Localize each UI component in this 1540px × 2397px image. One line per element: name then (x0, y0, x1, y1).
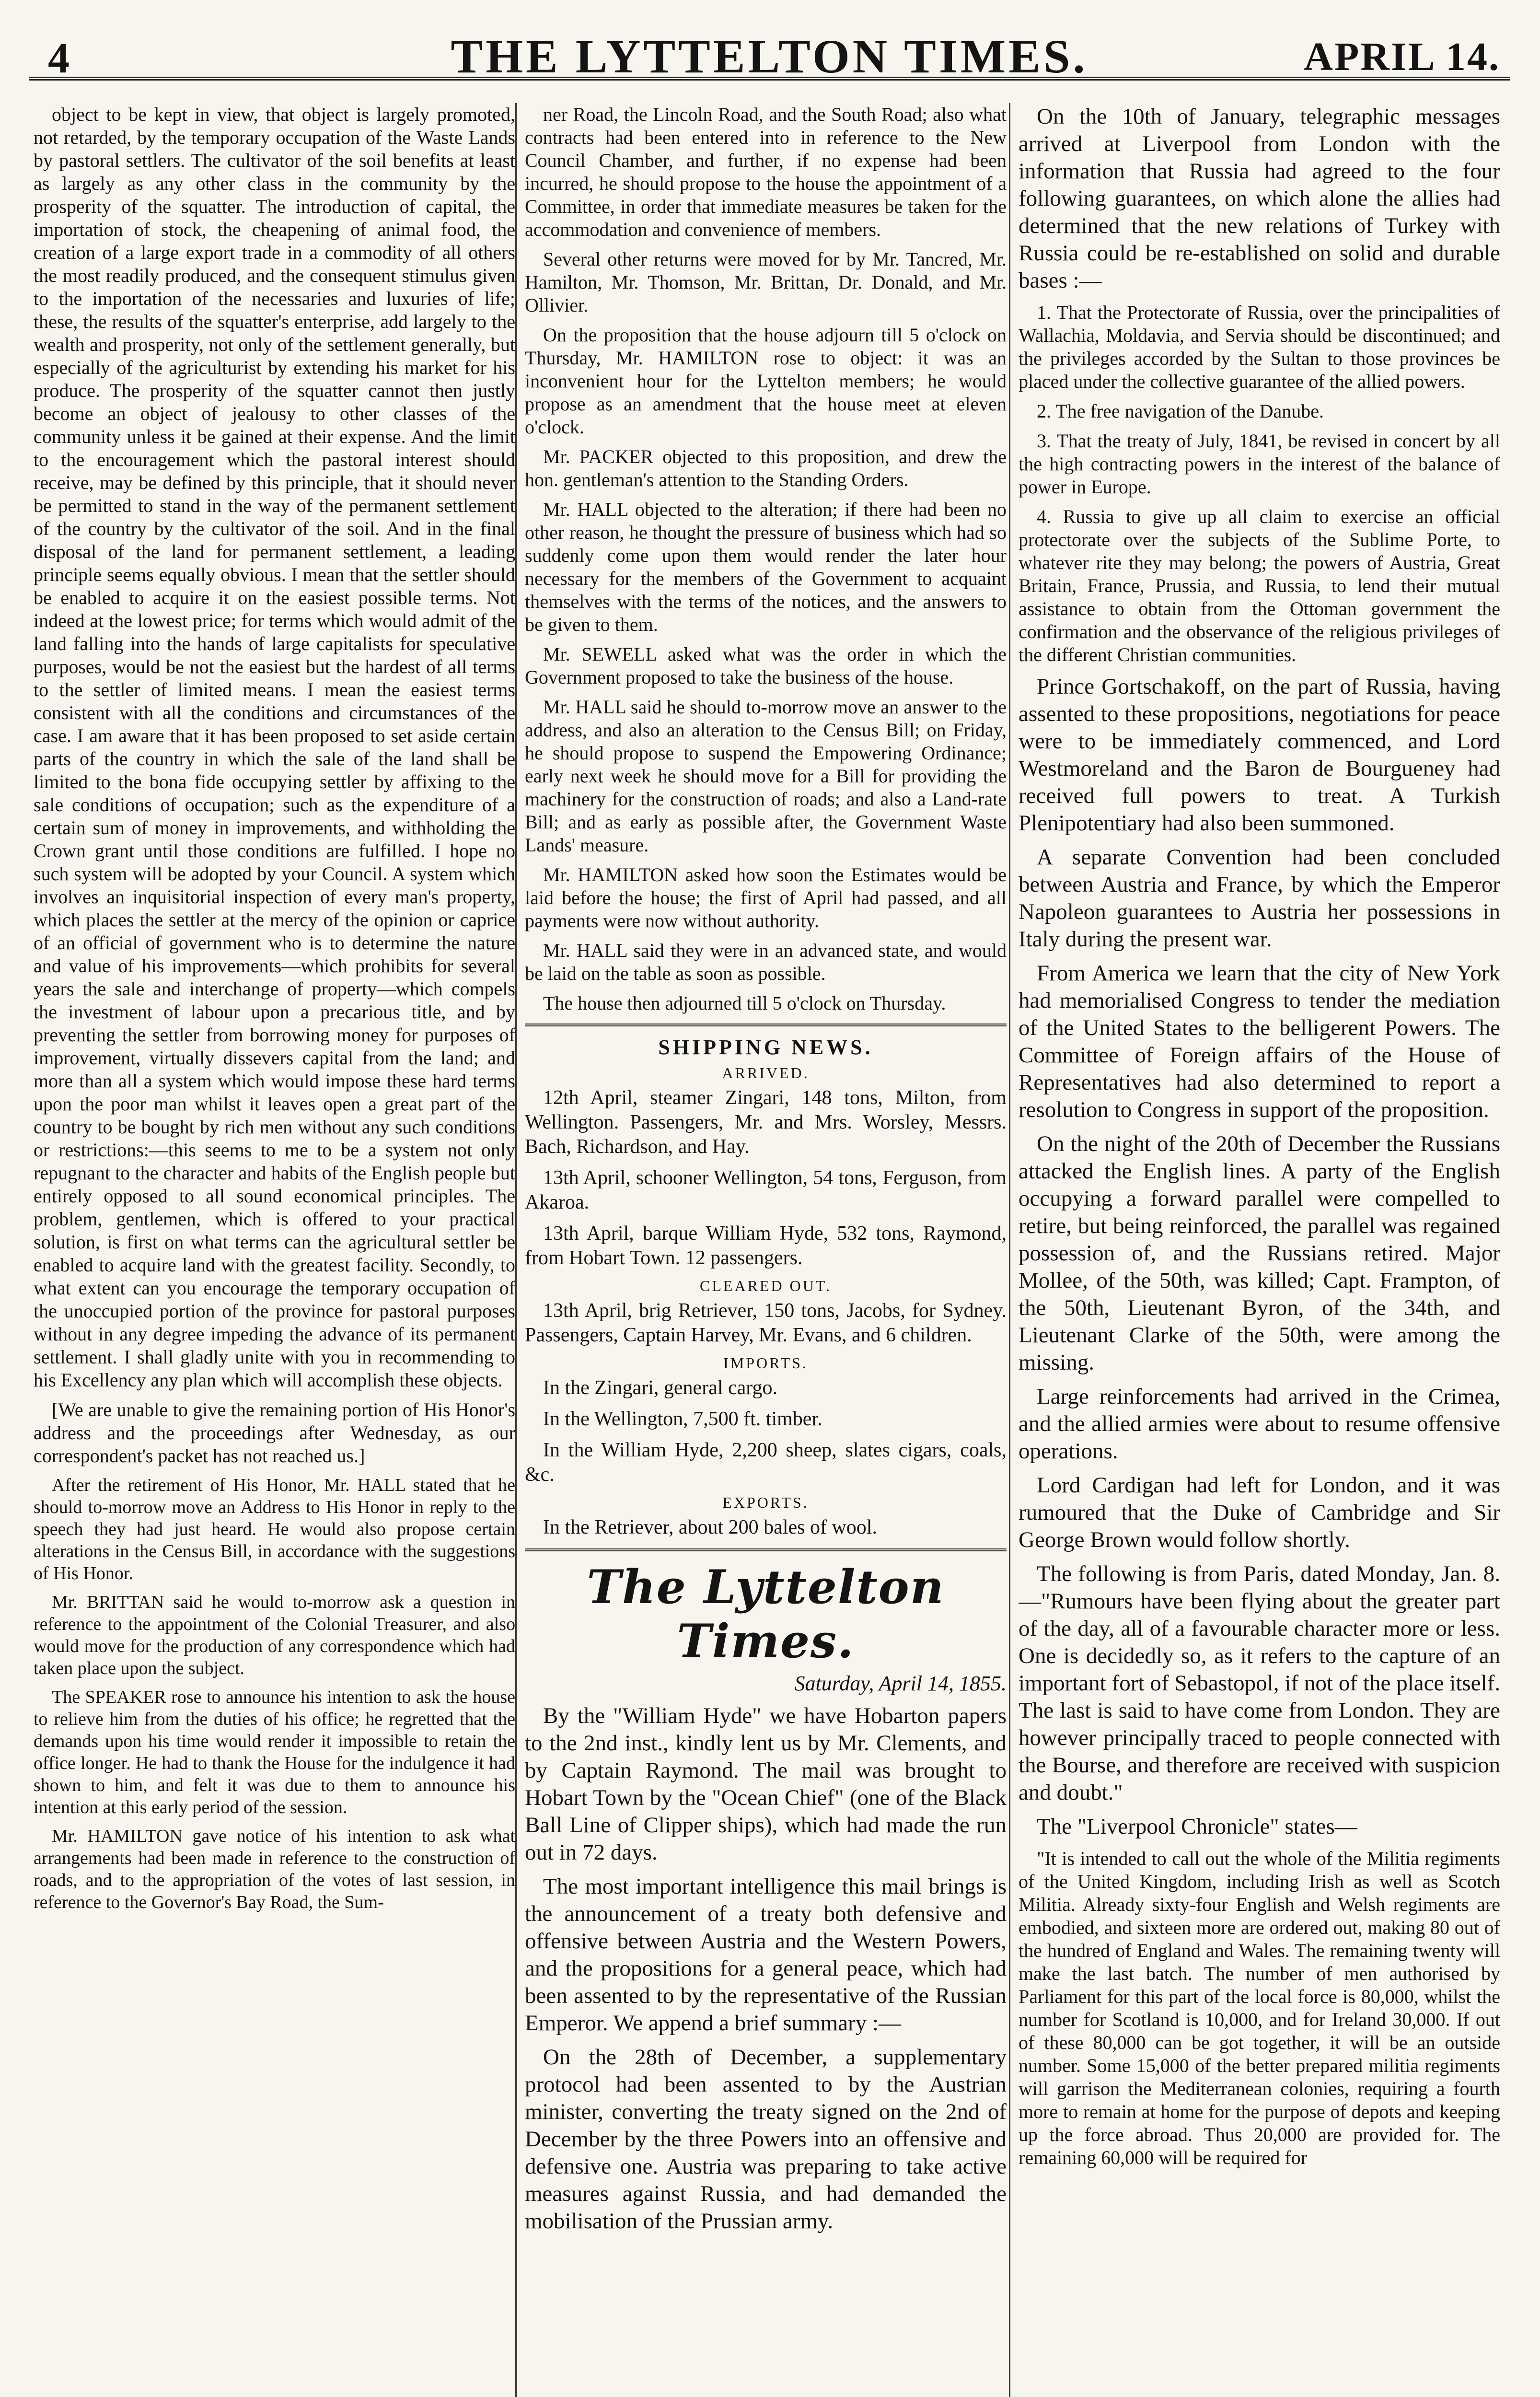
column-1 (34, 103, 515, 2397)
article-paragraph: Mr. HALL said he should to-morrow move an answer to the address, and also an alteration to the Census Bill; on Friday, he should propose to suspend the Empowering Ordinance; early next week he should move for a Bill for providing the machinery for the construction of roads; and also a Land-rate Bill; and as early as possible after, the Government Waste Lands' measure. (525, 696, 1007, 856)
article-paragraph: On the 10th of January, telegraphic messages arrived at Liverpool from London with the information that Russia had agreed to the four following guarantees, on which alone the allies had determined that the new relations of Turkey with Russia could be re-established on solid and durable bases :— (1019, 104, 1500, 293)
article-paragraph: On the night of the 20th of December the Russians attacked the English lines. A party of the English occupying a forward parallel were compelled to retire, but being reinforced, the parallel was regained possession of, and the Russians retired. Major Mollee, of the 50th, was killed; Capt. Frampton, of the 50th, Lieutenant Byron, of the 34th, and Lieutenant Clarke of the 50th, were among the missing. (1019, 1131, 1500, 1375)
arrival-entry: 12th April, steamer Zingari, 148 tons, Milton, from Wellington. Passengers, Mr. and Mrs. Worsley, Messrs. Bach, Richardson, and Hay. (525, 1087, 1007, 1158)
leader-paragraph: By the "William Hyde" we have Hobarton papers to the 2nd inst., kindly lent us by Mr. Clements, and by Captain Raymond. The mail was brought to Hobart Town by the "Ocean Chief" (one of the Black Ball Line of Clipper ships), which had made the run out in 72 days. (525, 1703, 1007, 1865)
article-paragraph: Mr. SEWELL asked what was the order in which the Government proposed to take the business of the house. (525, 643, 1007, 688)
column-2 (525, 103, 1007, 2397)
article-paragraph: A separate Convention had been concluded between Austria and France, by which the Emperor Napoleon guarantees to Austria her possessions in Italy during the present war. (1019, 845, 1500, 952)
guarantee-item: 2. The free navigation of the Danube. (1037, 400, 1324, 422)
article-paragraph: From America we learn that the city of New York had memorialised Congress to tender the mediation of the United States to the belligerent Powers. The Committee of Foreign affairs of the House of Representatives had also determined to report a resolution to Congress in support of the proposition. (1019, 961, 1500, 1122)
article-paragraph: ner Road, the Lincoln Road, and the South Road; also what contracts had been entered into in reference to the New Council Chamber, and further, if no expense had been incurred, he should propose to the house the appointment of a Committee, in order that immediate measures be taken for the accommodation and convenience of members. (525, 104, 1007, 240)
article-paragraph: Prince Gortschakoff, on the part of Russia, having assented to these propositions, negotiations for peace were to be immediately commenced, and Lord Westmoreland and the Baron de Bourgueney had received full powers to treat. A Turkish Plenipotentiary had also been summoned. (1019, 674, 1500, 836)
page-number: 4 (48, 35, 69, 82)
article-paragraph: The SPEAKER rose to announce his intention to ask the house to relieve him from the duties of his office; he regretted that the demands upon his time would render it impossible to retain the office longer. He had to thank the House for the indulgence it had shown to him, and felt it was due to them to announce his intention at this early period of the session. (34, 1687, 515, 1817)
newspaper-title: THE LYTTELTON TIMES. (451, 30, 1088, 83)
guarantees-list (1019, 301, 1500, 666)
quoted-paragraph: "It is intended to call out the whole of the Militia regiments of the United Kingdom, including Irish as well as Scotch Militia. Already sixty-four English and Welsh regiments are embodied, and sixteen more are ordered out, making 80 out of the hundred of England and Wales. The remaining twenty will make the last batch. The number of men authorised by Parliament for this part of the local force is 80,000, whilst the number for Scotland is 10,000, and for Ireland 30,000. If out of these 80,000 can be got together, it will be an outside number. Some 15,000 of the better prepared militia regiments will garrison the Mediterranean colonies, requiring a fourth more to remain at home for the purpose of depots and keeping up the force abroad. Thus 20,000 are provided for. The remaining 60,000 will be required for (1019, 1848, 1500, 2168)
section-rule (525, 1024, 1007, 1026)
arrival-entry: 13th April, barque William Hyde, 532 tons, Raymond, from Hobart Town. 12 passengers. (525, 1222, 1007, 1269)
article-paragraph: Mr. HAMILTON gave notice of his intention to ask what arrangements had been made in reference to the construction of roads, and to the appropriation of the votes of last session, in reference to the Governor's Bay Road, the Sum- (34, 1826, 515, 1912)
article-paragraph: Large reinforcements had arrived in the Crimea, and the allied armies were about to resume offensive operations. (1019, 1384, 1500, 1464)
article-paragraph: Mr. HALL said they were in an advanced state, and would be laid on the table as soon as possible. (525, 940, 1007, 984)
arrived-label: ARRIVED. (722, 1064, 810, 1082)
article-paragraph: On the proposition that the house adjourn till 5 o'clock on Thursday, Mr. HAMILTON rose to object: it was an inconvenient hour for the Lyttelton members; he would propose as an amendment that the house meet at eleven o'clock. (525, 324, 1007, 438)
exports-label: EXPORTS. (722, 1494, 809, 1511)
masthead (29, 14, 1510, 81)
issue-date: APRIL 14. (1304, 35, 1500, 79)
export-entry: In the Retriever, about 200 bales of wool. (543, 1516, 877, 1538)
article-paragraph: Mr. HALL objected to the alteration; if there had been no other reason, he thought the pressure of business which had so suddenly come upon them would render the later hour necessary for the members of the Government to acquaint themselves with the terms of the notices, and the answers to be given to them. (525, 499, 1007, 635)
leader-title: The Lyttelton Times. (587, 1560, 945, 1668)
imports-label: IMPORTS. (723, 1354, 808, 1372)
leader-dateline: Saturday, April 14, 1855. (794, 1672, 1007, 1695)
editor-note: [We are unable to give the remaining portion of His Honor's address and the proceedings after Wednesday, as our correspondent's packet has not reached us.] (34, 1399, 515, 1466)
article-paragraph: The "Liverpool Chronicle" states— (1037, 1814, 1357, 1839)
article-paragraph: Several other returns were moved for by Mr. Tancred, Mr. Hamilton, Mr. Thomson, Mr. Brittan, Dr. Donald, and Mr. Ollivier. (525, 248, 1007, 316)
column-rule (1009, 103, 1010, 2397)
import-entry: In the Wellington, 7,500 ft. timber. (543, 1408, 822, 1430)
article-paragraph: The house then adjourned till 5 o'clock on Thursday. (543, 992, 946, 1014)
article-paragraph: The following is from Paris, dated Monday, Jan. 8.—"Rumours have been flying about the greater part of the day, all of a favourable character more or less. One is decidedly so, as it refers to the capture of an important fort of Sebastopol, if not of the place itself. The last is said to have come from London. They are however principally traced to people connected with the Bourse, and therefore are received with suspicion and doubt." (1019, 1561, 1500, 1805)
leader-paragraph: On the 28th of December, a supplementary protocol had been assented to by the Austrian minister, converting the treaty signed on the 2nd of December by the three Powers into an offensive and defensive one. Austria was preparing to take active measures against Russia, and had demanded the mobilisation of the Prussian army. (525, 2045, 1007, 2234)
shipping-news (525, 1035, 1007, 1540)
section-rule (525, 1548, 1007, 1551)
guarantee-item: 4. Russia to give up all claim to exercise an official protectorate over the subjects of the Sublime Porte, to whatever rite they may belong; the powers of Austria, Great Britain, France, Prussia, and Russia, to lend their mutual assistance to obtain from the Ottoman government the confirmation and the observance of the religious privileges of the different Christian communities. (1019, 506, 1500, 665)
column-3 (1019, 103, 1500, 2397)
column-rule (515, 103, 517, 2397)
cleared-entry: 13th April, brig Retriever, 150 tons, Jacobs, for Sydney. Passengers, Captain Harvey, Mr. Evans, and 6 children. (525, 1300, 1007, 1346)
guarantee-item: 1. That the Protectorate of Russia, over the principalities of Wallachia, Moldavia, and Servia should be discontinued; and the privileges accorded by the Sultan to those provinces be placed under the collective guarantee of the allied powers. (1019, 302, 1500, 392)
guarantee-item: 3. That the treaty of July, 1841, be revised in concert by all the high contracting powers in the interest of the balance of power in Europe. (1019, 430, 1500, 498)
import-entry: In the William Hyde, 2,200 sheep, slates cigars, coals, &c. (525, 1439, 1007, 1486)
article-paragraph: object to be kept in view, that object is largely promoted, not retarded, by the temporary occupation of the Waste Lands by pastoral settlers. The cultivator of the soil benefits at least as largely as any other class in the community by the prosperity of the squatter. The introduction of capital, the importation of stock, the cheapening of animal food, the creation of a large export trade in a commodity of all others the most readily produced, and the consequent stimulus given to the importation of the necessaries and luxuries of life; these, the results of the squatter's enterprise, add largely to the wealth and prosperity, not only of the settlement generally, but especially of the agriculturist by extending his market for his produce. The prosperity of the squatter cannot then justly become an object of jealousy to other classes of the community unless it be gained at their expense. And the limit to the encouragement which the pastoral interest should receive, may be defined by this principle, that it should never be permitted to stand in the way of the permanent settlement of the country by the cultivator of the soil. And in the final disposal of the land for permanent settlement, a leading principle seems equally obvious. I mean that the settler should be enabled to acquire it on the easiest possible terms. Not indeed at the lowest price; for terms which would admit of the land falling into the hands of large capitalists for speculative purposes, would be not the easiest but the hardest of all terms to the settler of limited means. I mean the easiest terms consistent with all the conditions and circumstances of the case. I am aware that it has been proposed to set aside certain parts of the country in which the sale of the land shall be limited to the bona fide occupying settler by affixing to the sale conditions of occupation; such as the expenditure of a certain sum of money in improvements, and withholding the Crown grant until those conditions are fulfilled. I hope no such system will be adopted by your Council. A system which involves an inquisitorial inspection of every man's property, which places the settler at the mercy of the opinion or caprice of an official of government who is to determine the nature and value of his improvements—which prohibits for several years the sale and interchange of property—which compels the investment of labour upon a precarious title, and by preventing the settler from borrowing money for purposes of improvement, virtually dissevers capital from the land; and more than all a system which would impose these hard terms upon the poor man whilst it leaves open a great part of the country to be bought by rich men without any such conditions or restrictions:—this seems to me to be a system not only repugnant to the character and habits of the English people but entirely opposed to all sound economical principles. The problem, gentlemen, which is offered to your practical solution, is first on what terms can the agricultural settler be enabled to acquire land with the greatest facility. Secondly, to what extent can you encourage the temporary occupation of the unoccupied portion of the province for pastoral purposes without in any degree impeding the advance of its permanent settlement. I shall gladly unite with you in recommending to his Excellency any plan which will accomplish these objects. (34, 104, 515, 1391)
article-paragraph: Mr. HAMILTON asked how soon the Estimates would be laid before the house; the first of April had passed, and all payments were now without authority. (525, 864, 1007, 931)
article-paragraph: Mr. BRITTAN said he would to-morrow ask a question in reference to the appointment of the Colonial Treasurer, and also would move for the production of any correspondence which had taken place upon the subject. (34, 1592, 515, 1678)
arrival-entry: 13th April, schooner Wellington, 54 tons, Ferguson, from Akaroa. (525, 1167, 1007, 1213)
article-paragraph: Mr. PACKER objected to this proposition, and drew the hon. gentleman's attention to the Standing Orders. (525, 446, 1007, 490)
cleared-label: CLEARED OUT. (700, 1277, 832, 1294)
article-paragraph: After the retirement of His Honor, Mr. HALL stated that he should to-morrow move an Address to His Honor in reply to the speech they had just heard. He would also propose certain alterations in the Census Bill, in accordance with the suggestions of His Honor. (34, 1475, 515, 1583)
leader-paragraph: The most important intelligence this mail brings is the announcement of a treaty both defensive and offensive between Austria and the Western Powers, and the propositions for a general peace, which had been assented to by the representative of the Russian Emperor. We append a brief summary :— (525, 1874, 1007, 2036)
shipping-heading: SHIPPING NEWS. (658, 1036, 873, 1059)
import-entry: In the Zingari, general cargo. (543, 1377, 778, 1399)
article-paragraph: Lord Cardigan had left for London, and it was rumoured that the Duke of Cambridge and Sir George Brown would follow shortly. (1019, 1473, 1500, 1552)
